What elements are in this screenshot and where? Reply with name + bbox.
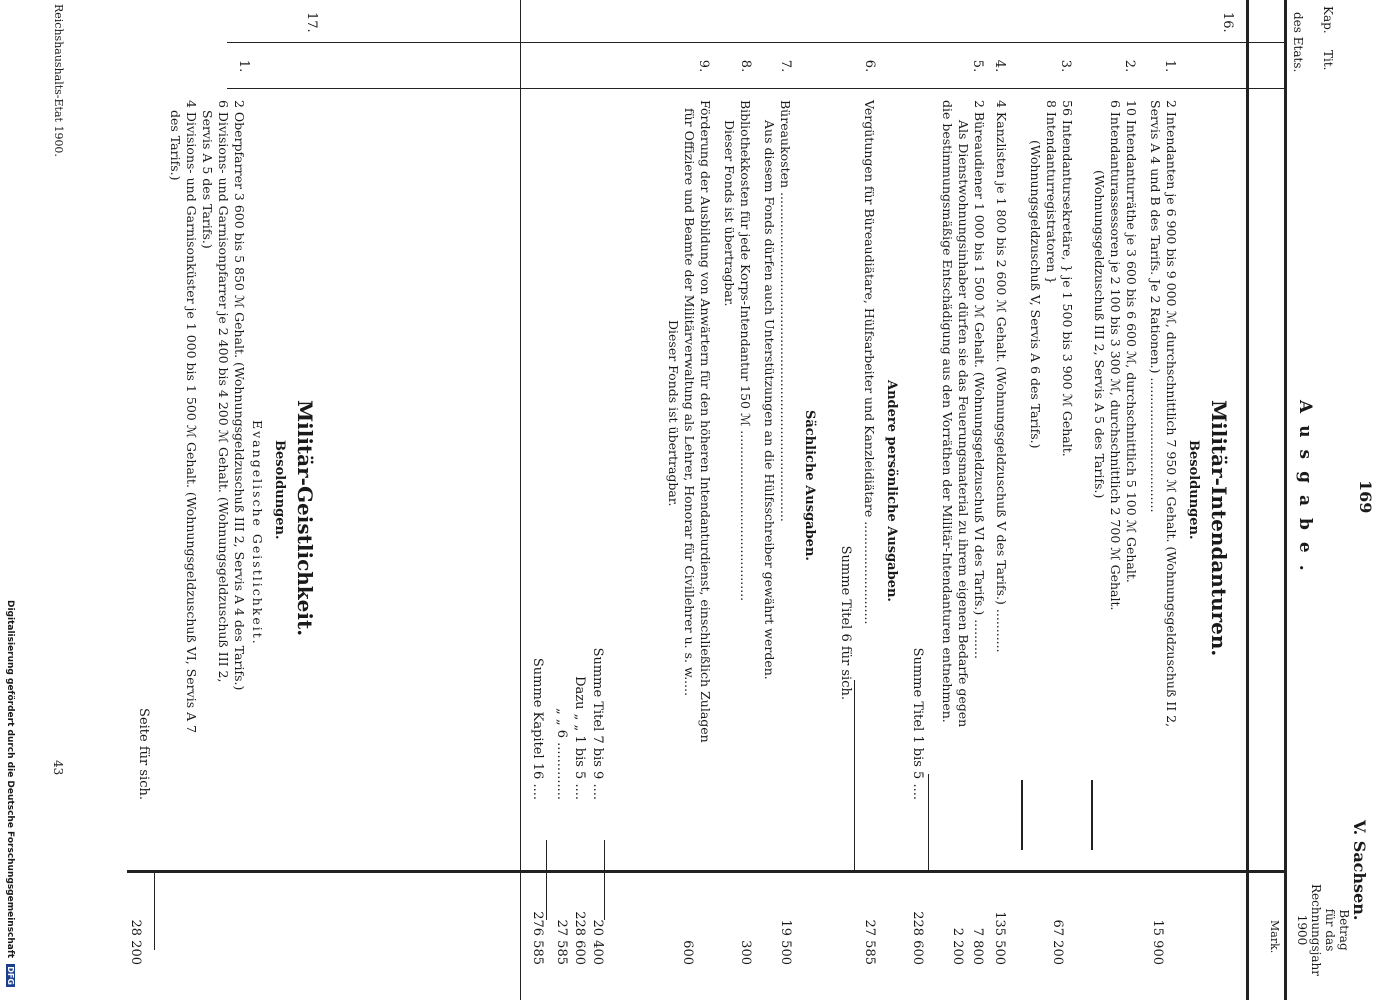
desc-line: die bestimmungsmäßige Entschädigung aus den Vorräthen der Militär-Intendanturen entnehmen. bbox=[940, 100, 955, 723]
col-kap: Kap. bbox=[1321, 6, 1335, 34]
desc-line: des Tarifs.) bbox=[168, 110, 183, 181]
summe-kapitel-16: Summe Kapitel 16 .... bbox=[530, 657, 545, 800]
rule-chapter bbox=[520, 0, 521, 1000]
col-tit: Tit. bbox=[1321, 50, 1335, 71]
betrag-line: 1900 bbox=[1295, 914, 1309, 946]
titel-number: 6. bbox=[862, 59, 877, 73]
subheading-besoldungen-17: Besoldungen. bbox=[272, 440, 287, 540]
amount: 7 800 bbox=[970, 927, 985, 965]
amount: 300 bbox=[738, 940, 753, 965]
amount: 15 900 bbox=[1150, 919, 1165, 965]
desc-line: 4 Divisions- und Garnisonküster je 1 000 bis 1 500 ℳ Gehalt. (Wohnungsgeldzuschuß VI, Servis A 7 bbox=[184, 100, 199, 734]
sum-rule bbox=[928, 774, 929, 870]
desc-line: Aus diesem Fonds dürfen auch Unterstützungen an die Hülfsschreiber gewährt werden. bbox=[762, 120, 777, 680]
footer-sheet-number: 43 bbox=[51, 760, 65, 776]
desc-line: Dieser Fonds ist übertragbar. bbox=[722, 120, 737, 307]
dazu-6: „ „ 6 .............. bbox=[554, 708, 569, 800]
titel-number: 8. bbox=[738, 59, 753, 73]
desc-line: (Wohnungsgeldzuschuß V, Servis A 6 des Tarifs.) bbox=[1028, 140, 1043, 449]
col-betrag bbox=[1295, 880, 1351, 980]
rule-top bbox=[1284, 0, 1287, 1000]
amount: 228 600 bbox=[572, 911, 587, 965]
titel-number: 5. bbox=[970, 59, 985, 73]
amount: 600 bbox=[680, 940, 695, 965]
titel-number: 1. bbox=[1162, 59, 1177, 73]
amount: 2 200 bbox=[950, 927, 965, 965]
header-state: V. Sachsen. bbox=[1350, 820, 1369, 921]
desc-line: für Offiziere und Beamte der Militärverwaltung als Lehrer, Honorar für Civillehrer u. s. w..... bbox=[682, 108, 697, 697]
amount: 276 585 bbox=[530, 911, 545, 965]
summe-titel-7-9: Summe Titel 7 bis 9 .... bbox=[590, 647, 605, 800]
desc-line: 2 Büreaudiener 1 000 bis 1 500 ℳ Gehalt. (Wohnungsgeldzuschuß VI des Tarifs.) .......... bbox=[972, 100, 987, 659]
row-description bbox=[993, 100, 1009, 653]
row-description: Vergütungen für Büreaudiätare, Hülfsarbeiter und Kanzleidiätare .......................... bbox=[862, 100, 877, 625]
summe-titel-1-5: Summe Titel 1 bis 5 .... bbox=[910, 647, 925, 800]
sum-rule bbox=[854, 680, 855, 870]
amount: 67 200 bbox=[1050, 919, 1065, 965]
section-title-17: Militär-Geistlichkeit. bbox=[293, 400, 317, 637]
kapitel-16: 16. bbox=[1220, 12, 1235, 33]
desc-line: Bibliothekkosten für jede Korps-Intendantur 150 ℳ ........................................... bbox=[738, 100, 753, 602]
row-description bbox=[721, 100, 753, 601]
desc-line: 2 Intendanten je 6 900 bis 9 000 ℳ, durchschnittlich 7 950 ℳ Gehalt. (Wohnungsgeldzuschuß II 2, bbox=[1164, 100, 1179, 728]
seite-fuer-sich: Seite für sich. bbox=[136, 708, 151, 800]
sum-rule bbox=[154, 870, 155, 950]
amount: 135 500 bbox=[992, 911, 1007, 965]
betrag-line: für das bbox=[1323, 908, 1337, 952]
kapitel-17: 17. bbox=[304, 12, 319, 33]
desc-line: Förderung der Ausbildung von Anwärtern für den höheren Intendanturdienst, einschließlich Zulagen bbox=[698, 100, 713, 743]
col-mark: Mark. bbox=[1268, 920, 1281, 954]
titel-number: 7. bbox=[778, 59, 793, 73]
desc-line: Büreaukosten ................................................................................... bbox=[778, 100, 793, 522]
rule-kap bbox=[227, 42, 1287, 43]
desc-line: Servis A 5 des Tarifs.) bbox=[200, 110, 215, 249]
amount: 27 585 bbox=[862, 919, 877, 965]
rule-amount bbox=[127, 870, 1287, 873]
dazu-1-5: Dazu „ „ 1 bis 5 .... bbox=[572, 676, 587, 800]
row-description bbox=[1091, 100, 1139, 610]
desc-line: 8 Intendanturregistratoren } bbox=[1044, 100, 1059, 285]
subtotal-rule bbox=[1021, 780, 1023, 850]
subheading-saechliche: Sächliche Ausgaben. bbox=[802, 410, 817, 561]
desc-line: 10 Intendanturräthe je 3 600 bis 6 600 ℳ, durchschnittlich 5 100 ℳ Gehalt. bbox=[1124, 100, 1139, 583]
betrag-line: Rechnungsjahr bbox=[1309, 884, 1323, 976]
amount: 19 500 bbox=[778, 919, 793, 965]
col-etat: des Etats. bbox=[1291, 12, 1305, 73]
desc-line: Als Dienstwohnungsinhaber dürfen sie das Feuerungsmaterial zu ihrem eigenen Bedarfe gegen bbox=[956, 120, 971, 728]
desc-line: 6 Divisions- und Garnisonpfarrer je 2 400 bis 4 200 ℳ Gehalt. (Wohnungsgeldzuschuß III 2, bbox=[216, 100, 231, 683]
row-description bbox=[761, 100, 793, 680]
amount: 27 585 bbox=[554, 919, 569, 965]
header-ausgabe: Ausgabe. bbox=[1295, 400, 1315, 583]
subheading-besoldungen: Besoldungen. bbox=[1186, 440, 1201, 540]
titel-number: 2. bbox=[1122, 59, 1137, 73]
section-title-16: Militär-Intendanturen. bbox=[1207, 400, 1231, 657]
row-description bbox=[939, 100, 987, 727]
digitization-credit bbox=[5, 600, 15, 987]
amount: 20 400 bbox=[590, 919, 605, 965]
row-description bbox=[167, 100, 247, 733]
titel-number: 9. bbox=[696, 59, 711, 73]
desc-line: 6 Intendanturassessoren je 2 100 bis 3 300 ℳ, durchschnittlich 2 700 ℳ Gehalt. bbox=[1108, 100, 1123, 611]
credit-text: Digitalisierung gefördert durch die Deutsche Forschungsgemeinschaft bbox=[5, 600, 15, 959]
subheading-andere: Andere persönliche Ausgaben. bbox=[884, 380, 899, 602]
titel-number: 3. bbox=[1058, 59, 1073, 73]
dfg-logo: DFG bbox=[6, 966, 15, 985]
subtotal-rule bbox=[1091, 780, 1093, 850]
desc-line: 4 Kanzlisten je 1 800 bis 2 600 ℳ Gehalt. (Wohnungsgeldzuschuß V des Tarifs.) ........... bbox=[994, 100, 1009, 653]
page-number: 169 bbox=[1356, 480, 1375, 514]
titel-number: 1. bbox=[236, 59, 251, 73]
row-description bbox=[665, 100, 713, 743]
footer-etat: Reichshaushalts-Etat 1900. bbox=[52, 4, 65, 157]
desc-line: (Wohnungsgeldzuschuß III 2, Servis A 5 des Tarifs.) bbox=[1092, 170, 1107, 499]
rule-header bbox=[1246, 0, 1249, 1000]
rule-tit bbox=[227, 88, 1287, 89]
desc-line: Dieser Fonds ist übertragbar. bbox=[666, 320, 681, 507]
desc-line: 2 Oberpfarrer 3 600 bis 5 850 ℳ Gehalt. (Wohnungsgeldzuschuß III 2, Servis A 4 des Tarifs.) bbox=[232, 100, 247, 691]
summe-titel-6: Summe Titel 6 für sich. bbox=[838, 545, 853, 700]
titel-number: 4. bbox=[992, 59, 1007, 73]
amount: 28 200 bbox=[128, 919, 143, 965]
row-description bbox=[1027, 100, 1075, 457]
desc-line: Servis A 4 und B des Tarifs. Je 2 Rationen.) .................................. bbox=[1148, 100, 1163, 513]
desc-line: 56 Intendantursekretäre, } je 1 500 bis 3 900 ℳ Gehalt. bbox=[1060, 100, 1075, 457]
sum-rule bbox=[546, 840, 547, 920]
row-description bbox=[1147, 100, 1179, 727]
amount: 228 600 bbox=[910, 911, 925, 965]
betrag-line: Betrag bbox=[1337, 909, 1351, 951]
subheading-evangelische: Evangelische Geistlichkeit. bbox=[250, 420, 265, 646]
